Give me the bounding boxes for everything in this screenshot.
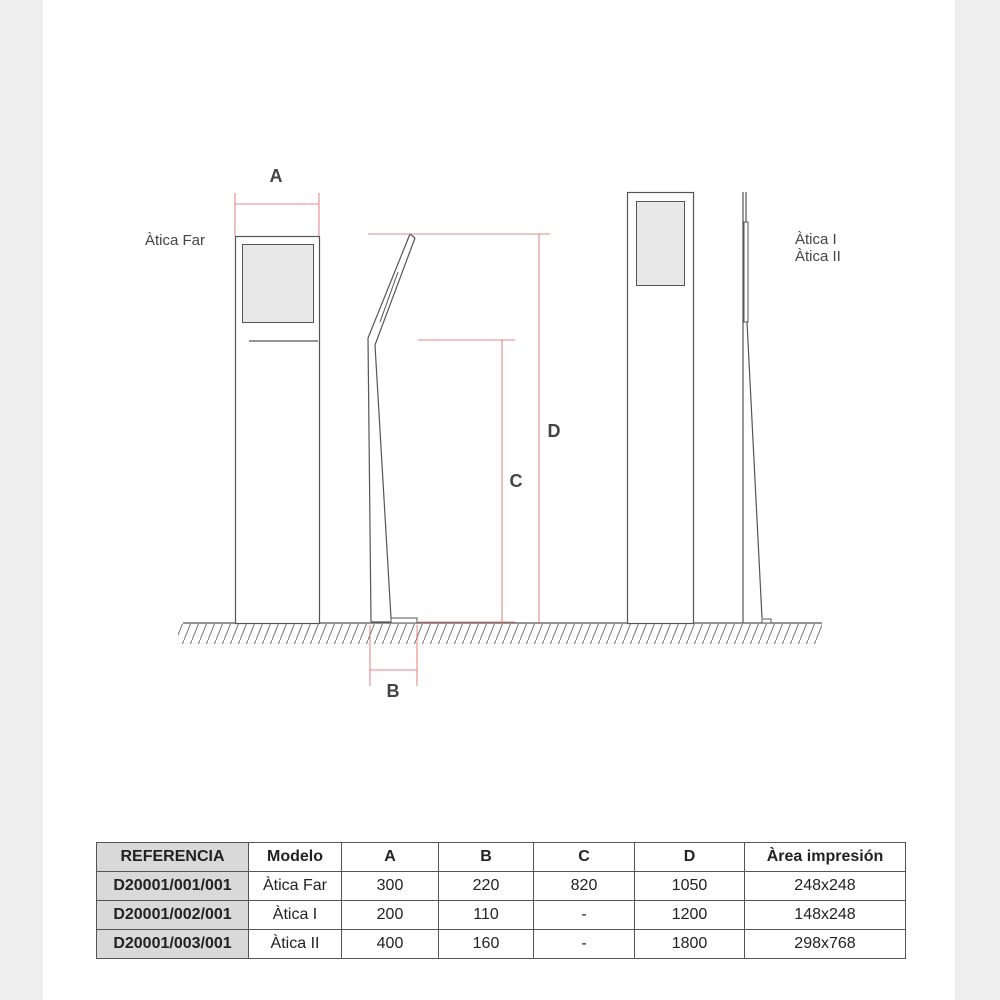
cell-b: 220 <box>439 872 534 901</box>
cell-c: - <box>534 901 635 930</box>
table-row <box>97 930 906 959</box>
header-d: D <box>635 843 745 872</box>
cell-area: 148x248 <box>745 901 906 930</box>
cell-c: 820 <box>534 872 635 901</box>
cell-modelo: Àtica Far <box>249 872 342 901</box>
cell-d: 1050 <box>635 872 745 901</box>
dimension-a <box>235 193 319 236</box>
cell-d: 1200 <box>635 901 745 930</box>
cell-a: 200 <box>342 901 439 930</box>
atica-far-side-view <box>368 234 417 623</box>
dimension-d-label: D <box>547 421 561 441</box>
cell-b: 160 <box>439 930 534 959</box>
cell-c: - <box>534 930 635 959</box>
cell-referencia: D20001/002/001 <box>97 901 249 930</box>
cell-area: 248x248 <box>745 872 906 901</box>
atica-far-label: Àtica Far <box>145 232 206 249</box>
cell-b: 110 <box>439 901 534 930</box>
atica-far-front-view <box>236 237 320 624</box>
cell-area: 298x768 <box>745 930 906 959</box>
dimension-b-label: B <box>386 681 400 701</box>
header-referencia: REFERENCIA <box>97 843 249 872</box>
table-row <box>97 901 906 930</box>
cell-a: 400 <box>342 930 439 959</box>
cell-referencia: D20001/001/001 <box>97 872 249 901</box>
table-header-row <box>97 843 906 872</box>
dimension-c <box>418 340 515 623</box>
ground <box>178 623 822 644</box>
header-b: B <box>439 843 534 872</box>
atica-i-ii-front-view <box>628 193 694 624</box>
cell-referencia: D20001/003/001 <box>97 930 249 959</box>
cell-modelo: Àtica I <box>249 901 342 930</box>
atica-ii-label: Àtica II <box>795 248 841 265</box>
cell-modelo: Àtica II <box>249 930 342 959</box>
atica-i-ii-side-view <box>743 192 771 623</box>
header-area-impresion: Àrea impresión <box>745 843 906 872</box>
cell-d: 1800 <box>635 930 745 959</box>
header-c: C <box>534 843 635 872</box>
atica-i-label: Àtica I <box>795 231 837 248</box>
specifications-table <box>96 842 906 959</box>
header-modelo: Modelo <box>249 843 342 872</box>
cell-a: 300 <box>342 872 439 901</box>
header-a: A <box>342 843 439 872</box>
dimension-a-label: A <box>269 166 283 186</box>
dimension-c-label: C <box>509 471 523 491</box>
table-row <box>97 872 906 901</box>
